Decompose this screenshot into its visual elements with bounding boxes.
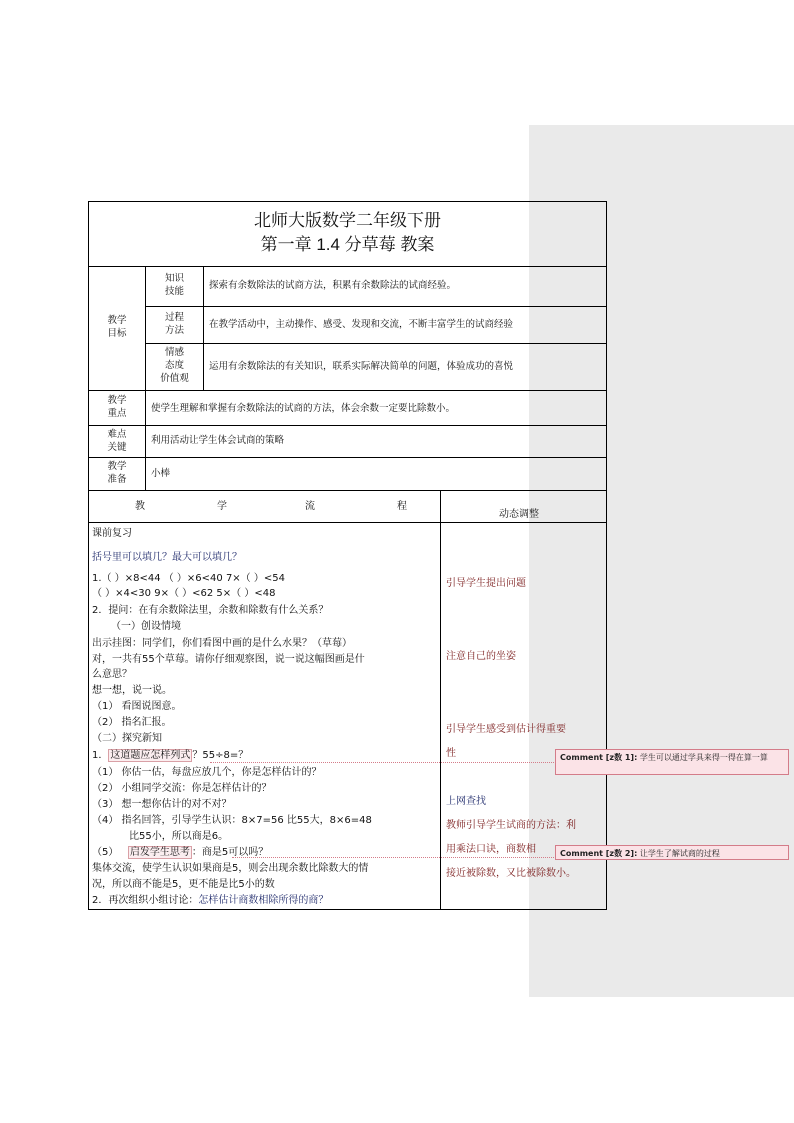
comment-text: 学生可以通过学具来得一得在算一算 — [639, 753, 768, 762]
flow-line: （2） 指名汇报。 — [92, 717, 172, 728]
row-divider — [89, 457, 607, 458]
adjust-note: 接近被除数，又比被除数小。 — [446, 868, 576, 879]
goal-label-process: 过程 方法 — [164, 312, 184, 336]
comment-anchor-1[interactable]: 这道题应怎样列式 — [110, 750, 191, 761]
flow-line: 比55小，所以商是6。 — [129, 831, 229, 842]
flow-text: 2．再次组织小组讨论： — [92, 895, 199, 906]
lesson-plan-table — [88, 201, 607, 910]
goal-text-knowledge: 探索有余数除法的试商方法，积累有余数除法的试商经验。 — [209, 280, 457, 291]
row-divider — [89, 425, 607, 426]
flow-line: 想一想，说一说。 — [92, 685, 172, 696]
comment-connector — [210, 762, 556, 763]
row-divider — [89, 490, 607, 491]
comment-label: Comment [z数 2]: — [560, 849, 638, 858]
adjust-note: 注意自己的坐姿 — [446, 651, 516, 662]
flow-header-char: 学 — [217, 501, 227, 512]
flow-header-char: 流 — [305, 501, 315, 512]
adjust-note: 用乘法口诀，商数相 — [446, 844, 536, 855]
doc-title-line1: 北师大版数学二年级下册 — [254, 211, 441, 230]
row-divider — [89, 266, 607, 267]
col-divider — [440, 490, 441, 910]
difficulty-label: 难点 关键 — [107, 429, 127, 453]
flow-line: （4） 指名回答，引导学生认识：8×7=56 比55大，8×6=48 — [92, 815, 372, 826]
adjust-note: 引导学生感受到估计得重要 — [446, 724, 566, 735]
adjust-note: 上网查找 — [446, 796, 486, 807]
flow-line: （2） 小组同学交流：你是怎样估计的？ — [92, 783, 272, 794]
flow-text: （5） — [92, 847, 119, 858]
goal-text-process: 在教学活动中，主动操作、感受、发现和交流，不断丰富学生的试商经验 — [209, 319, 514, 330]
flow-text: 1． — [92, 750, 109, 761]
flow-line: 课前复习 — [92, 528, 132, 539]
preparation-text: 小棒 — [151, 468, 171, 479]
flow-line: 对，一共有55个草莓。请你仔细观察图，说一说这幅图画是什 — [92, 654, 365, 665]
comment-label: Comment [z数 1]: — [560, 753, 638, 762]
flow-line: （1） 你估一估，每盘应放几个，你是怎样估计的？ — [92, 767, 322, 778]
adjust-note: 引导学生提出问题 — [446, 578, 526, 589]
flow-line: （二）探究新知 — [92, 733, 162, 744]
flow-text: ？55÷8=？ — [192, 750, 249, 761]
preparation-label: 教学 准备 — [107, 461, 127, 485]
difficulty-text: 利用活动让学生体会试商的策略 — [151, 435, 285, 446]
flow-header-char: 程 — [397, 501, 407, 512]
flow-line-question: 括号里可以填几？最大可以填几？ — [92, 552, 242, 563]
col-divider — [203, 266, 204, 390]
flow-header-char: 教 — [135, 501, 145, 512]
flow-line: 出示挂图：同学们，你们看图中画的是什么水果？（草莓） — [92, 638, 352, 649]
flow-line: 2．提问：在有余数除法里，余数和除数有什么关系？ — [92, 605, 329, 616]
flow-line: （1） 看图说图意。 — [92, 701, 182, 712]
comment-text: 让学生了解试商的过程 — [639, 849, 720, 858]
adjust-note: 教师引导学生试商的方法：利 — [446, 820, 576, 831]
row-divider — [146, 306, 607, 307]
flow-text: ：商是5可以吗？ — [191, 847, 269, 858]
flow-line: （ ）×4<30 9×（ ）<62 5×（ ）<48 — [92, 588, 276, 599]
key-point-text: 使学生理解和掌握有余数除法的试商的方法，体会余数一定要比除数小。 — [151, 403, 456, 414]
row-divider — [89, 522, 607, 523]
doc-title-line2: 第一章 1.4 分草莓 教案 — [260, 235, 435, 254]
flow-line: 么意思？ — [92, 669, 132, 680]
flow-line: 况，所以商不能是5，更不能是比5小的数 — [92, 879, 275, 890]
key-point-label: 教学 重点 — [107, 395, 127, 419]
adjust-header: 动态调整 — [499, 509, 539, 520]
flow-text: 怎样估计商数相除所得的商？ — [198, 895, 329, 906]
flow-line: （一）创设情境 — [111, 621, 181, 632]
goal-text-attitude: 运用有余数除法的有关知识，联系实际解决简单的问题，体验成功的喜悦 — [209, 361, 514, 372]
comment-balloon-2[interactable] — [555, 845, 789, 860]
goals-section-label: 教学 目标 — [107, 315, 127, 339]
flow-line: （3） 想一想你估计的对不对？ — [92, 799, 232, 810]
row-divider — [89, 390, 607, 391]
comment-balloon-1[interactable] — [555, 749, 789, 775]
flow-line — [92, 894, 328, 908]
goal-label-attitude: 情感 态度 价值观 — [160, 347, 189, 384]
flow-line — [92, 749, 248, 763]
flow-line: 1.（ ）×8<44 （ ）×6<40 7×（ ）<54 — [92, 573, 285, 584]
comment-anchor-2[interactable]: 启发学生思考 — [129, 847, 190, 858]
comment-connector — [232, 857, 556, 858]
adjust-note: 性 — [446, 748, 456, 759]
row-divider — [146, 343, 607, 344]
flow-line: 集体交流，使学生认识如果商是5，则会出现余数比除数大的情 — [92, 863, 369, 874]
goal-label-knowledge: 知识 技能 — [164, 273, 184, 297]
